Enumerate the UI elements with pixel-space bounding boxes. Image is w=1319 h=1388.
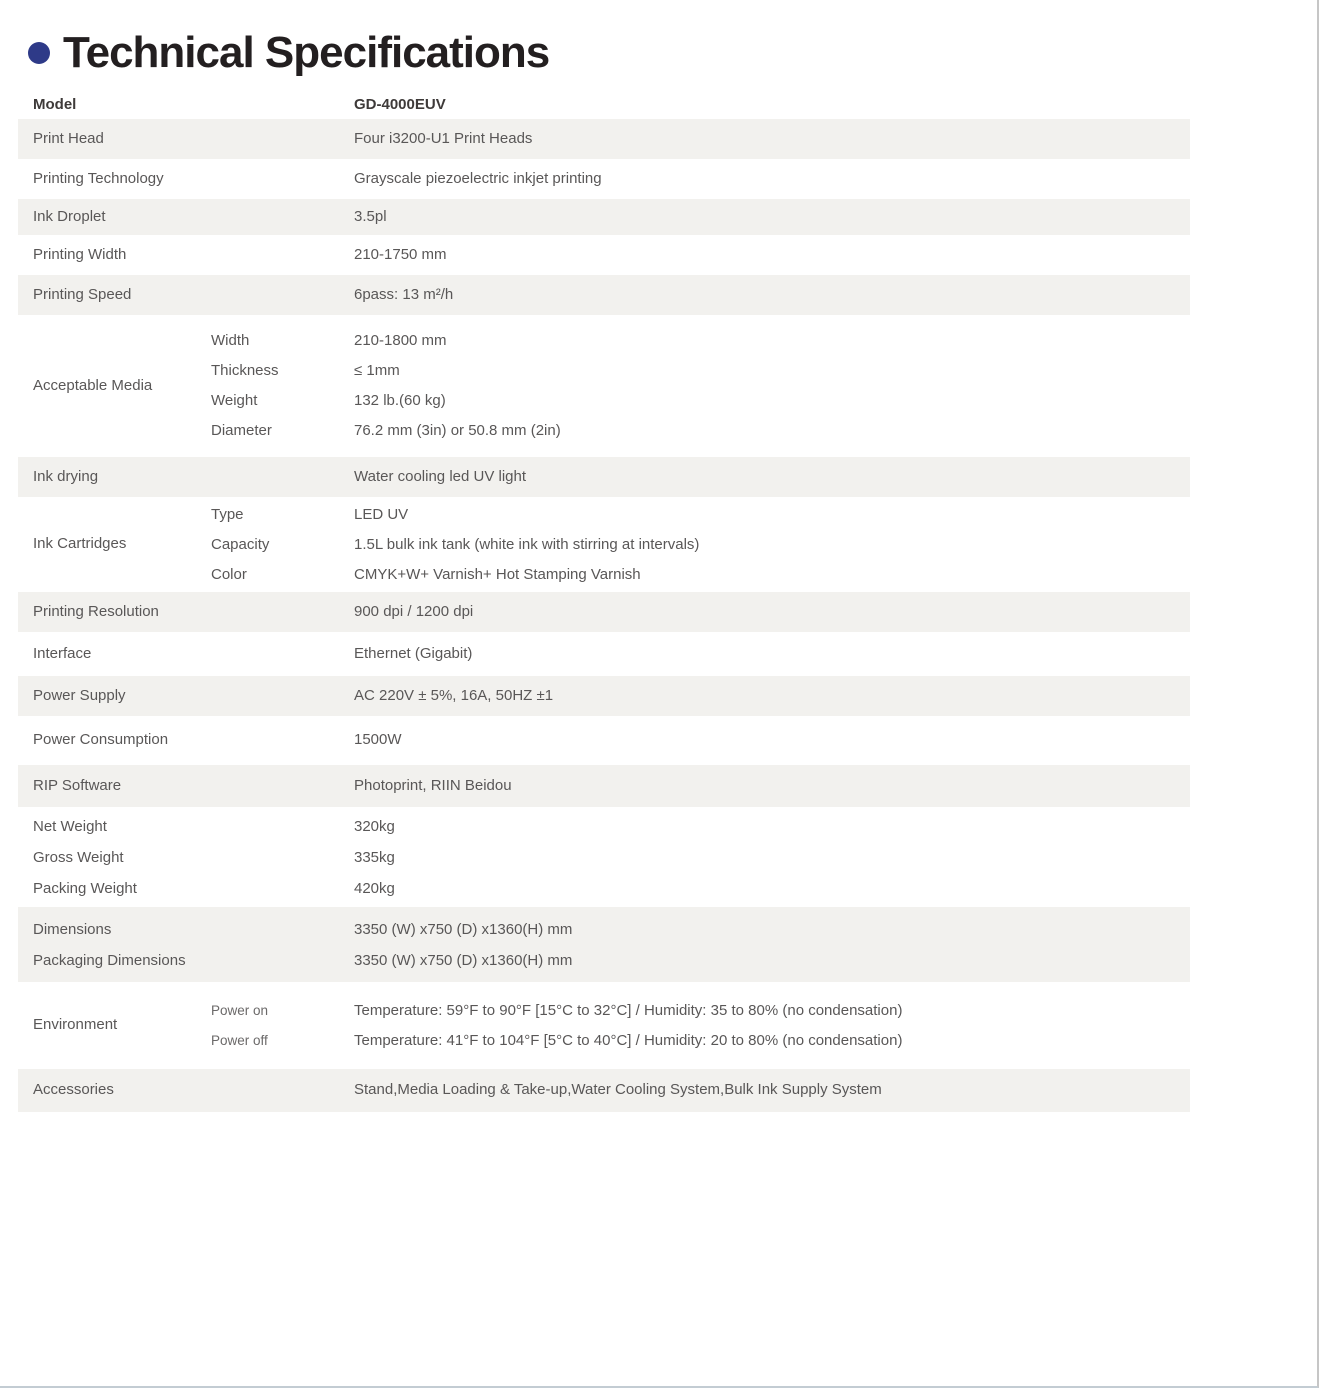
spec-label-ink-droplet: Ink Droplet (33, 207, 106, 225)
spec-label-net-weight: Net Weight (33, 817, 107, 835)
spec-subvalue-type: LED UV (354, 505, 409, 523)
line-gross-weight (18, 842, 1190, 873)
spec-sublabel-thickness: Thickness (211, 362, 279, 379)
spec-subvalue-weight: 132 lb.(60 kg) (354, 392, 446, 409)
spec-row-print-head (18, 119, 1190, 159)
spec-value-printing-width: 210-1750 mm (354, 245, 447, 263)
spec-value-print-head: Four i3200-U1 Print Heads (354, 129, 533, 147)
line-packing-weight (18, 873, 1190, 904)
spec-label-gross-weight: Gross Weight (33, 848, 124, 866)
subline-type (211, 500, 1190, 530)
spec-sublabel-power-on: Power on (211, 1002, 269, 1018)
spec-row-ink-cartridges (18, 497, 1190, 592)
spec-label-dimensions: Dimensions (33, 920, 112, 938)
spec-table (18, 92, 1190, 1112)
spec-row-weights (18, 807, 1190, 907)
spec-label-power-consumption: Power Consumption (33, 731, 169, 749)
spec-row-ink-drying (18, 457, 1190, 497)
spec-label-model: Model (33, 96, 77, 114)
spec-row-printing-speed (18, 275, 1190, 315)
spec-label-accessories: Accessories (33, 1081, 114, 1099)
spec-row-printing-technology (18, 159, 1190, 199)
spec-row-rip-software (18, 765, 1190, 807)
title-bullet-icon (28, 42, 50, 64)
spec-subvalue-color: CMYK+W+ Varnish+ Hot Stamping Varnish (354, 565, 641, 583)
spec-subvalue-power-off: Temperature: 41°F to 104°F [5°C to 40°C] / Humidity: 20 to 80% (no condensation) (354, 1031, 903, 1049)
spec-row-accessories (18, 1069, 1190, 1112)
spec-label-ink-drying: Ink drying (33, 467, 99, 485)
spec-value-model: GD-4000EUV (354, 96, 446, 114)
spec-label-interface: Interface (33, 644, 92, 662)
spec-sublabel-type: Type (211, 505, 244, 523)
spec-label-printing-speed: Printing Speed (33, 285, 132, 303)
spec-value-interface: Ethernet (Gigabit) (354, 644, 473, 662)
spec-row-environment (18, 982, 1190, 1069)
spec-subvalue-thickness: ≤ 1mm (354, 362, 400, 379)
line-packaging-dimensions (18, 945, 1190, 976)
spec-sublabel-color: Color (211, 565, 247, 583)
spec-sublabel-diameter: Diameter (211, 422, 272, 439)
environment-subgroup (211, 996, 1190, 1056)
spec-row-ink-droplet (18, 199, 1190, 235)
spec-sublabel-weight: Weight (211, 392, 258, 409)
spec-subvalue-width: 210-1800 mm (354, 332, 447, 349)
spec-value-packing-weight: 420kg (354, 879, 395, 897)
spec-value-gross-weight: 335kg (354, 848, 395, 866)
page-title: Technical Specifications (63, 28, 550, 77)
spec-value-power-supply: AC 220V ± 5%, 16A, 50HZ ±1 (354, 686, 554, 704)
spec-label-environment: Environment (33, 1016, 118, 1034)
spec-value-accessories: Stand,Media Loading & Take-up,Water Cooling System,Bulk Ink Supply System (354, 1081, 882, 1099)
spec-value-printing-speed: 6pass: 13 m²/h (354, 285, 454, 303)
spec-value-dimensions: 3350 (W) x750 (D) x1360(H) mm (354, 920, 573, 938)
subline-weight (211, 386, 1190, 416)
spec-label-acceptable-media: Acceptable Media (33, 376, 153, 394)
spec-value-printing-resolution: 900 dpi / 1200 dpi (354, 602, 474, 620)
subline-diameter (211, 416, 1190, 446)
subline-width (211, 326, 1190, 356)
spec-value-rip-software: Photoprint, RIIN Beidou (354, 776, 512, 794)
spec-label-packaging-dimensions: Packaging Dimensions (33, 951, 186, 969)
subline-thickness (211, 356, 1190, 386)
spec-sublabel-power-off: Power off (211, 1032, 268, 1048)
spec-value-printing-technology: Grayscale piezoelectric inkjet printing (354, 169, 602, 187)
spec-label-packing-weight: Packing Weight (33, 879, 137, 897)
spec-row-power-supply (18, 676, 1190, 716)
spec-row-dimensions (18, 907, 1190, 982)
spec-subvalue-capacity: 1.5L bulk ink tank (white ink with stirring at intervals) (354, 535, 700, 553)
spec-row-acceptable-media (18, 315, 1190, 457)
spec-label-ink-cartridges: Ink Cartridges (33, 535, 127, 553)
spec-label-printing-technology: Printing Technology (33, 169, 164, 187)
spec-label-printing-resolution: Printing Resolution (33, 602, 159, 620)
spec-row-printing-width (18, 235, 1190, 275)
subline-capacity (211, 530, 1190, 560)
spec-value-power-consumption: 1500W (354, 731, 402, 749)
spec-row-model (18, 92, 1190, 119)
subline-power-off (211, 1026, 1190, 1056)
spec-sublabel-capacity: Capacity (211, 535, 270, 553)
subline-color (211, 560, 1190, 590)
spec-value-ink-drying: Water cooling led UV light (354, 467, 527, 485)
spec-value-ink-droplet: 3.5pl (354, 207, 387, 225)
spec-row-interface (18, 632, 1190, 676)
spec-subvalue-diameter: 76.2 mm (3in) or 50.8 mm (2in) (354, 422, 561, 439)
line-net-weight (18, 811, 1190, 842)
page-title-row (0, 30, 1317, 76)
spec-subvalue-power-on: Temperature: 59°F to 90°F [15°C to 32°C] / Humidity: 35 to 80% (no condensation) (354, 1001, 903, 1019)
spec-label-print-head: Print Head (33, 129, 104, 147)
spec-label-rip-software: RIP Software (33, 776, 122, 794)
spec-row-power-consumption (18, 716, 1190, 765)
line-dimensions (18, 914, 1190, 945)
spec-row-printing-resolution (18, 592, 1190, 632)
ink-cartridges-subgroup (211, 500, 1190, 590)
spec-label-printing-width: Printing Width (33, 245, 127, 263)
subline-power-on (211, 996, 1190, 1026)
acceptable-media-subgroup (211, 326, 1190, 446)
spec-value-packaging-dimensions: 3350 (W) x750 (D) x1360(H) mm (354, 951, 573, 969)
spec-label-power-supply: Power Supply (33, 686, 126, 704)
spec-sublabel-width: Width (211, 332, 250, 349)
spec-value-net-weight: 320kg (354, 817, 395, 835)
